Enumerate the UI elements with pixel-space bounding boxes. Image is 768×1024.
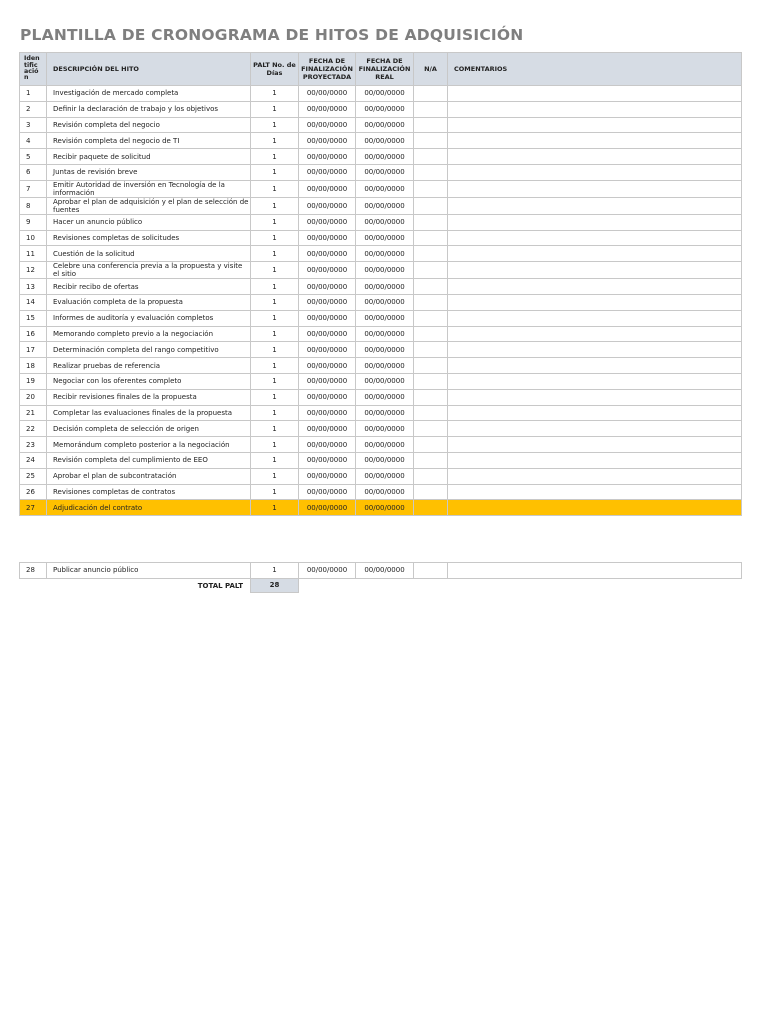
row-real-date: 00/00/0000: [356, 214, 414, 230]
row-comments: [448, 405, 742, 421]
row-real-date: 00/00/0000: [356, 468, 414, 484]
row-id: 18: [20, 358, 47, 374]
table-row: [20, 373, 742, 389]
row-projected-date: 00/00/0000: [299, 421, 356, 437]
table-row: [20, 117, 742, 133]
row-description: Determinación completa del rango competitivo: [47, 342, 251, 358]
row-comments: [448, 230, 742, 246]
row-na: [414, 500, 448, 516]
row-projected-date: 00/00/0000: [299, 326, 356, 342]
row-projected-date: 00/00/0000: [299, 484, 356, 500]
row-palt: 1: [251, 500, 299, 516]
row-comments: [448, 279, 742, 295]
table-row: [20, 294, 742, 310]
row-na: [414, 310, 448, 326]
row-palt: 1: [251, 214, 299, 230]
row-real-date: 00/00/0000: [356, 230, 414, 246]
milestone-table: [19, 52, 742, 516]
row-description: Evaluación completa de la propuesta: [47, 294, 251, 310]
row-id: 14: [20, 294, 47, 310]
row-description: Recibir paquete de solicitud: [47, 149, 251, 165]
row-description: Emitir Autoridad de inversión en Tecnología de la información: [47, 180, 251, 197]
table-row: [20, 86, 742, 102]
row-description: Revisión completa del cumplimiento de EEO: [47, 452, 251, 468]
row-comments: [448, 437, 742, 453]
row-description: Revisión completa del negocio de TI: [47, 133, 251, 149]
row-na: [414, 117, 448, 133]
row-comments: [448, 342, 742, 358]
row-real-date: 00/00/0000: [356, 101, 414, 117]
total-label: TOTAL PALT: [197, 581, 243, 590]
row-real-date: 00/00/0000: [356, 279, 414, 295]
row-projected-date: 00/00/0000: [299, 468, 356, 484]
table-row: [20, 262, 742, 279]
row-description: Completar las evaluaciones finales de la propuesta: [47, 405, 251, 421]
table-row: [20, 452, 742, 468]
row-comments: [448, 500, 742, 516]
row-palt: 1: [251, 421, 299, 437]
row-na: [414, 279, 448, 295]
table-row: [20, 326, 742, 342]
row-description: Publicar anuncio público: [47, 563, 251, 579]
row-real-date: 00/00/0000: [356, 262, 414, 279]
table-row: [20, 310, 742, 326]
row-na: [414, 326, 448, 342]
row-description: Realizar pruebas de referencia: [47, 358, 251, 374]
row-palt: 1: [251, 373, 299, 389]
row-comments: [448, 262, 742, 279]
row-real-date: 00/00/0000: [356, 358, 414, 374]
row-id: 9: [20, 214, 47, 230]
table-row: [20, 164, 742, 180]
table-row: [20, 230, 742, 246]
row-na: [414, 262, 448, 279]
row-projected-date: 00/00/0000: [299, 500, 356, 516]
row-comments: [448, 197, 742, 214]
header-description: DESCRIPCIÓN DEL HITO: [47, 53, 251, 86]
row-real-date: 00/00/0000: [356, 452, 414, 468]
row-comments: [448, 133, 742, 149]
row-projected-date: 00/00/0000: [299, 389, 356, 405]
row-na: [414, 373, 448, 389]
row-description: Revisión completa del negocio: [47, 117, 251, 133]
row-comments: [448, 214, 742, 230]
row-id: 1: [20, 86, 47, 102]
row-na: [414, 437, 448, 453]
row-projected-date: 00/00/0000: [299, 133, 356, 149]
row-palt: 1: [251, 437, 299, 453]
row-palt: 1: [251, 405, 299, 421]
header-palt: PALT No. de Días: [251, 53, 299, 86]
row-description: Revisiones completas de contratos: [47, 484, 251, 500]
row-palt: 1: [251, 452, 299, 468]
row-projected-date: 00/00/0000: [299, 86, 356, 102]
row-na: [414, 468, 448, 484]
row-palt: 1: [251, 563, 299, 579]
row-real-date: 00/00/0000: [356, 294, 414, 310]
table-row: [20, 484, 742, 500]
row-real-date: 00/00/0000: [356, 405, 414, 421]
header-comments: COMENTARIOS: [448, 53, 742, 86]
table-row: [20, 500, 742, 516]
row-real-date: 00/00/0000: [356, 197, 414, 214]
row-id: 6: [20, 164, 47, 180]
row-na: [414, 101, 448, 117]
table-row: [20, 180, 742, 197]
row-comments: [448, 484, 742, 500]
row-comments: [448, 180, 742, 197]
row-comments: [448, 421, 742, 437]
table-row: [20, 389, 742, 405]
row-description: Negociar con los oferentes completo: [47, 373, 251, 389]
row-palt: 1: [251, 262, 299, 279]
row-palt: 1: [251, 326, 299, 342]
row-projected-date: 00/00/0000: [299, 405, 356, 421]
row-palt: 1: [251, 117, 299, 133]
table-row: [20, 101, 742, 117]
row-na: [414, 452, 448, 468]
table-row: [20, 214, 742, 230]
row-comments: [448, 389, 742, 405]
row-id: 26: [20, 484, 47, 500]
row-id: 15: [20, 310, 47, 326]
table-row: [20, 405, 742, 421]
row-projected-date: 00/00/0000: [299, 294, 356, 310]
row-id: 21: [20, 405, 47, 421]
row-comments: [448, 149, 742, 165]
row-palt: 1: [251, 342, 299, 358]
row-description: Investigación de mercado completa: [47, 86, 251, 102]
row-description: Hacer un anuncio público: [47, 214, 251, 230]
row-comments: [448, 373, 742, 389]
row-palt: 1: [251, 389, 299, 405]
row-description: Cuestión de la solicitud: [47, 246, 251, 262]
header-row: [20, 53, 742, 86]
row-id: 27: [20, 500, 47, 516]
row-comments: [448, 310, 742, 326]
table-row: [20, 149, 742, 165]
row-na: [414, 164, 448, 180]
row-palt: 1: [251, 358, 299, 374]
row-projected-date: 00/00/0000: [299, 101, 356, 117]
row-id: 20: [20, 389, 47, 405]
row-description: Revisiones completas de solicitudes: [47, 230, 251, 246]
row-real-date: 00/00/0000: [356, 86, 414, 102]
row-comments: [448, 117, 742, 133]
row-palt: 1: [251, 101, 299, 117]
table-row: [20, 437, 742, 453]
row-id: 3: [20, 117, 47, 133]
row-palt: 1: [251, 279, 299, 295]
row-palt: 1: [251, 310, 299, 326]
row-comments: [448, 164, 742, 180]
row-description: Adjudicación del contrato: [47, 500, 251, 516]
row-id: 7: [20, 180, 47, 197]
row-id: 17: [20, 342, 47, 358]
row-real-date: 00/00/0000: [356, 342, 414, 358]
row-palt: 1: [251, 468, 299, 484]
row-description: Decisión completa de selección de origen: [47, 421, 251, 437]
table-row: [20, 279, 742, 295]
row-na: [414, 86, 448, 102]
row-id: 8: [20, 197, 47, 214]
row-description: Memorando completo previo a la negociación: [47, 326, 251, 342]
row-id: 22: [20, 421, 47, 437]
table-row: [20, 468, 742, 484]
row-id: 19: [20, 373, 47, 389]
row-projected-date: 00/00/0000: [299, 230, 356, 246]
row-projected-date: 00/00/0000: [299, 180, 356, 197]
row-real-date: 00/00/0000: [356, 117, 414, 133]
row-id: 4: [20, 133, 47, 149]
row-palt: 1: [251, 149, 299, 165]
table-row: [20, 563, 742, 579]
row-palt: 1: [251, 180, 299, 197]
row-real-date: 00/00/0000: [356, 164, 414, 180]
row-projected-date: 00/00/0000: [299, 310, 356, 326]
row-real-date: 00/00/0000: [356, 437, 414, 453]
row-na: [414, 149, 448, 165]
row-description: Recibir recibo de ofertas: [47, 279, 251, 295]
row-description: Aprobar el plan de adquisición y el plan de selección de fuentes: [47, 197, 251, 214]
table-row: [20, 421, 742, 437]
row-real-date: 00/00/0000: [356, 389, 414, 405]
table-row: [20, 133, 742, 149]
total-value: 28: [251, 578, 299, 592]
row-real-date: 00/00/0000: [356, 326, 414, 342]
row-comments: [448, 246, 742, 262]
row-na: [414, 358, 448, 374]
row-id: 24: [20, 452, 47, 468]
row-real-date: 00/00/0000: [356, 310, 414, 326]
row-description: Aprobar el plan de subcontratación: [47, 468, 251, 484]
row-na: [414, 405, 448, 421]
row-id: 16: [20, 326, 47, 342]
row-na: [414, 246, 448, 262]
row-na: [414, 484, 448, 500]
table-row: [20, 246, 742, 262]
row-na: [414, 133, 448, 149]
row-id: 23: [20, 437, 47, 453]
page-title: PLANTILLA DE CRONOGRAMA DE HITOS DE ADQUISICIÓN: [20, 26, 524, 44]
row-comments: [448, 294, 742, 310]
row-real-date: 00/00/0000: [356, 563, 414, 579]
row-id: 2: [20, 101, 47, 117]
row-palt: 1: [251, 164, 299, 180]
row-palt: 1: [251, 246, 299, 262]
header-projected-date: FECHA DE FINALIZACIÓN PROYECTADA: [299, 53, 356, 86]
row-palt: 1: [251, 197, 299, 214]
row-real-date: 00/00/0000: [356, 133, 414, 149]
row-na: [414, 563, 448, 579]
row-id: 10: [20, 230, 47, 246]
row-na: [414, 214, 448, 230]
row-palt: 1: [251, 484, 299, 500]
row-real-date: 00/00/0000: [356, 149, 414, 165]
row-comments: [448, 101, 742, 117]
row-description: Definir la declaración de trabajo y los objetivos: [47, 101, 251, 117]
row-projected-date: 00/00/0000: [299, 262, 356, 279]
row-projected-date: 00/00/0000: [299, 149, 356, 165]
row-projected-date: 00/00/0000: [299, 117, 356, 133]
row-description: Recibir revisiones finales de la propuesta: [47, 389, 251, 405]
row-palt: 1: [251, 230, 299, 246]
row-real-date: 00/00/0000: [356, 500, 414, 516]
row-id: 25: [20, 468, 47, 484]
row-palt: 1: [251, 86, 299, 102]
row-projected-date: 00/00/0000: [299, 437, 356, 453]
row-description: Informes de auditoría y evaluación completos: [47, 310, 251, 326]
row-na: [414, 421, 448, 437]
row-comments: [448, 86, 742, 102]
row-projected-date: 00/00/0000: [299, 279, 356, 295]
row-id: 28: [20, 563, 47, 579]
row-comments: [448, 452, 742, 468]
table-row: [20, 197, 742, 214]
row-projected-date: 00/00/0000: [299, 563, 356, 579]
row-projected-date: 00/00/0000: [299, 164, 356, 180]
row-comments: [448, 326, 742, 342]
row-projected-date: 00/00/0000: [299, 214, 356, 230]
header-na: N/A: [414, 53, 448, 86]
row-palt: 1: [251, 133, 299, 149]
table-row: [20, 342, 742, 358]
row-palt: 1: [251, 294, 299, 310]
row-real-date: 00/00/0000: [356, 484, 414, 500]
row-na: [414, 230, 448, 246]
row-projected-date: 00/00/0000: [299, 342, 356, 358]
table-row: [20, 358, 742, 374]
row-na: [414, 389, 448, 405]
row-description: Memorándum completo posterior a la negociación: [47, 437, 251, 453]
row-real-date: 00/00/0000: [356, 180, 414, 197]
row-projected-date: 00/00/0000: [299, 197, 356, 214]
row-na: [414, 294, 448, 310]
row-projected-date: 00/00/0000: [299, 373, 356, 389]
row-real-date: 00/00/0000: [356, 246, 414, 262]
row-na: [414, 180, 448, 197]
row-description: Juntas de revisión breve: [47, 164, 251, 180]
row-projected-date: 00/00/0000: [299, 358, 356, 374]
row-comments: [448, 563, 742, 579]
row-comments: [448, 468, 742, 484]
extra-milestone-table: [19, 562, 742, 593]
row-na: [414, 197, 448, 214]
row-projected-date: 00/00/0000: [299, 452, 356, 468]
row-id: 12: [20, 262, 47, 279]
row-projected-date: 00/00/0000: [299, 246, 356, 262]
row-comments: [448, 358, 742, 374]
row-na: [414, 342, 448, 358]
row-description: Celebre una conferencia previa a la propuesta y visite el sitio: [47, 262, 251, 279]
row-id: 13: [20, 279, 47, 295]
row-id: 5: [20, 149, 47, 165]
total-row: [20, 578, 742, 592]
header-real-date: FECHA DE FINALIZACIÓN REAL: [356, 53, 414, 86]
row-id: 11: [20, 246, 47, 262]
header-id: Iden tific ació n: [20, 53, 47, 86]
row-real-date: 00/00/0000: [356, 421, 414, 437]
row-real-date: 00/00/0000: [356, 373, 414, 389]
